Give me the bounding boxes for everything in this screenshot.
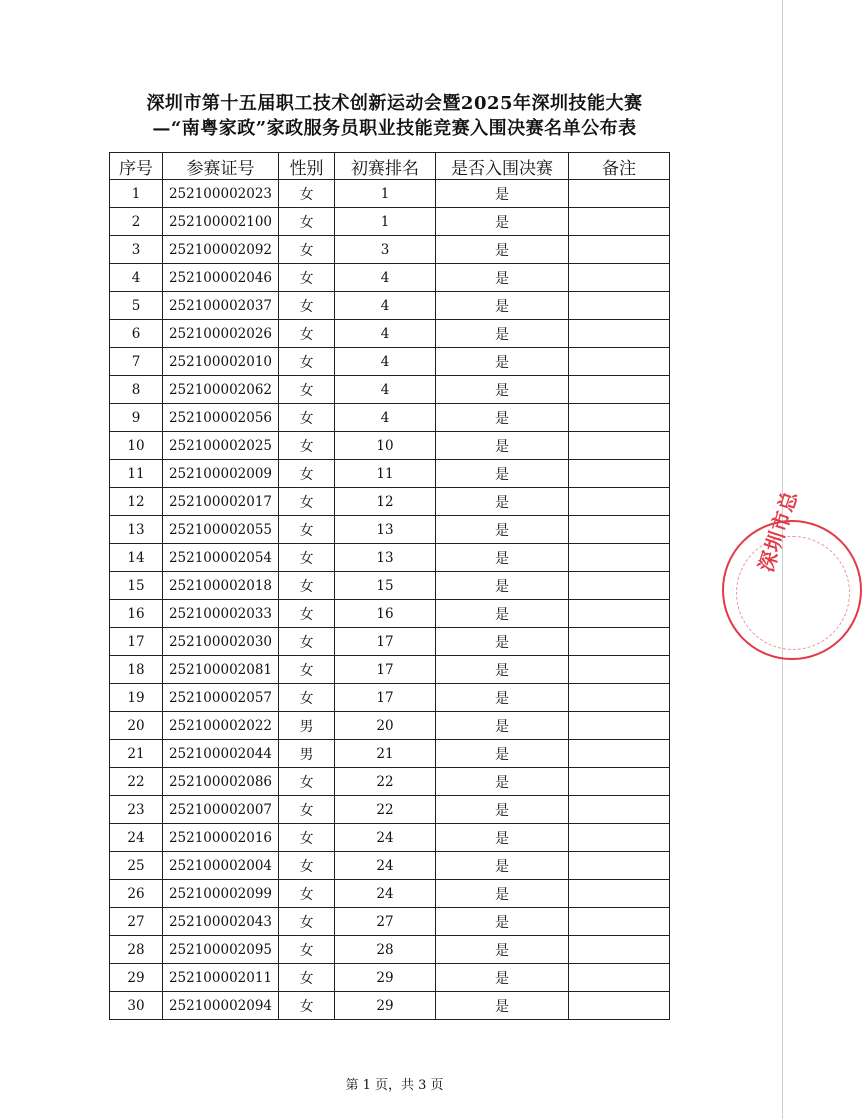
cell-no: 14	[110, 544, 163, 572]
cell-no: 7	[110, 348, 163, 376]
cell-rank: 11	[335, 460, 436, 488]
cell-note	[569, 236, 670, 264]
cell-final: 是	[436, 488, 569, 516]
cell-no: 28	[110, 936, 163, 964]
cell-id: 252100002004	[163, 852, 279, 880]
cell-final: 是	[436, 180, 569, 208]
cell-note	[569, 348, 670, 376]
cell-id: 252100002099	[163, 880, 279, 908]
cell-rank: 13	[335, 544, 436, 572]
table-row	[110, 516, 670, 544]
cell-final: 是	[436, 768, 569, 796]
cell-no: 30	[110, 992, 163, 1020]
cell-note	[569, 460, 670, 488]
cell-rank: 4	[335, 376, 436, 404]
table-row	[110, 292, 670, 320]
cell-id: 252100002062	[163, 376, 279, 404]
cell-note	[569, 376, 670, 404]
cell-no: 25	[110, 852, 163, 880]
header-no: 序号	[110, 153, 163, 180]
table-row	[110, 376, 670, 404]
cell-rank: 17	[335, 656, 436, 684]
cell-note	[569, 908, 670, 936]
cell-rank: 12	[335, 488, 436, 516]
cell-gender: 男	[279, 712, 335, 740]
cell-gender: 女	[279, 292, 335, 320]
cell-gender: 女	[279, 936, 335, 964]
cell-gender: 女	[279, 908, 335, 936]
cell-rank: 4	[335, 320, 436, 348]
cell-note	[569, 208, 670, 236]
cell-gender: 女	[279, 460, 335, 488]
cell-final: 是	[436, 852, 569, 880]
table-row	[110, 628, 670, 656]
cell-final: 是	[436, 516, 569, 544]
cell-id: 252100002022	[163, 712, 279, 740]
cell-note	[569, 768, 670, 796]
cell-note	[569, 852, 670, 880]
cell-note	[569, 712, 670, 740]
table-header-row	[110, 153, 670, 180]
table-row	[110, 684, 670, 712]
cell-no: 10	[110, 432, 163, 460]
cell-id: 252100002081	[163, 656, 279, 684]
cell-rank: 28	[335, 936, 436, 964]
cell-no: 23	[110, 796, 163, 824]
cell-id: 252100002046	[163, 264, 279, 292]
header-id: 参赛证号	[163, 153, 279, 180]
cell-id: 252100002023	[163, 180, 279, 208]
cell-final: 是	[436, 712, 569, 740]
table-row	[110, 908, 670, 936]
cell-gender: 女	[279, 264, 335, 292]
cell-no: 2	[110, 208, 163, 236]
cell-final: 是	[436, 880, 569, 908]
cell-rank: 1	[335, 208, 436, 236]
title-line-2: —“南粤家政”家政服务员职业技能竞赛入围决赛名单公布表	[152, 118, 637, 139]
table-row	[110, 460, 670, 488]
table-row	[110, 600, 670, 628]
cell-rank: 17	[335, 684, 436, 712]
table-row	[110, 740, 670, 768]
cell-rank: 4	[335, 264, 436, 292]
header-rank: 初赛排名	[335, 153, 436, 180]
cell-gender: 女	[279, 180, 335, 208]
cell-note	[569, 432, 670, 460]
cell-rank: 4	[335, 292, 436, 320]
cell-rank: 20	[335, 712, 436, 740]
table-row	[110, 236, 670, 264]
cell-no: 6	[110, 320, 163, 348]
cell-no: 22	[110, 768, 163, 796]
cell-no: 17	[110, 628, 163, 656]
cell-gender: 女	[279, 600, 335, 628]
cell-id: 252100002018	[163, 572, 279, 600]
cell-id: 252100002025	[163, 432, 279, 460]
cell-note	[569, 684, 670, 712]
cell-id: 252100002044	[163, 740, 279, 768]
cell-id: 252100002056	[163, 404, 279, 432]
cell-final: 是	[436, 628, 569, 656]
cell-final: 是	[436, 320, 569, 348]
cell-gender: 女	[279, 684, 335, 712]
cell-no: 15	[110, 572, 163, 600]
cell-no: 18	[110, 656, 163, 684]
cell-no: 13	[110, 516, 163, 544]
cell-gender: 女	[279, 628, 335, 656]
cell-no: 20	[110, 712, 163, 740]
cell-gender: 女	[279, 544, 335, 572]
cell-rank: 29	[335, 992, 436, 1020]
table-row	[110, 544, 670, 572]
table-row	[110, 208, 670, 236]
cell-note	[569, 292, 670, 320]
header-note: 备注	[569, 153, 670, 180]
table-row	[110, 964, 670, 992]
cell-no: 5	[110, 292, 163, 320]
cell-rank: 27	[335, 908, 436, 936]
cell-no: 16	[110, 600, 163, 628]
cell-gender: 女	[279, 236, 335, 264]
cell-note	[569, 964, 670, 992]
cell-gender: 女	[279, 964, 335, 992]
cell-gender: 女	[279, 880, 335, 908]
cell-gender: 女	[279, 824, 335, 852]
cell-rank: 21	[335, 740, 436, 768]
cell-id: 252100002030	[163, 628, 279, 656]
cell-gender: 女	[279, 768, 335, 796]
cell-no: 3	[110, 236, 163, 264]
cell-gender: 女	[279, 852, 335, 880]
cell-final: 是	[436, 432, 569, 460]
cell-gender: 女	[279, 572, 335, 600]
cell-final: 是	[436, 292, 569, 320]
cell-id: 252100002011	[163, 964, 279, 992]
cell-note	[569, 628, 670, 656]
table-row	[110, 992, 670, 1020]
table-row	[110, 320, 670, 348]
cell-note	[569, 992, 670, 1020]
table-row	[110, 264, 670, 292]
cell-id: 252100002095	[163, 936, 279, 964]
cell-id: 252100002010	[163, 348, 279, 376]
cell-id: 252100002043	[163, 908, 279, 936]
cell-final: 是	[436, 992, 569, 1020]
cell-no: 12	[110, 488, 163, 516]
cell-gender: 女	[279, 488, 335, 516]
cell-id: 252100002009	[163, 460, 279, 488]
table-row	[110, 572, 670, 600]
cell-note	[569, 880, 670, 908]
cell-no: 27	[110, 908, 163, 936]
cell-id: 252100002100	[163, 208, 279, 236]
cell-final: 是	[436, 964, 569, 992]
table-row	[110, 180, 670, 208]
table-row	[110, 768, 670, 796]
cell-rank: 10	[335, 432, 436, 460]
page-footer: 第 1 页，共 3 页	[345, 1078, 444, 1093]
cell-no: 26	[110, 880, 163, 908]
cell-id: 252100002037	[163, 292, 279, 320]
cell-final: 是	[436, 208, 569, 236]
cell-final: 是	[436, 236, 569, 264]
table-row	[110, 348, 670, 376]
cell-id: 252100002094	[163, 992, 279, 1020]
cell-note	[569, 600, 670, 628]
cell-no: 29	[110, 964, 163, 992]
cell-gender: 男	[279, 740, 335, 768]
cell-final: 是	[436, 656, 569, 684]
cell-gender: 女	[279, 376, 335, 404]
cell-id: 252100002092	[163, 236, 279, 264]
cell-final: 是	[436, 908, 569, 936]
cell-no: 21	[110, 740, 163, 768]
cell-note	[569, 404, 670, 432]
cell-gender: 女	[279, 208, 335, 236]
cell-gender: 女	[279, 656, 335, 684]
cell-id: 252100002026	[163, 320, 279, 348]
table-row	[110, 796, 670, 824]
cell-rank: 4	[335, 348, 436, 376]
cell-note	[569, 824, 670, 852]
cell-id: 252100002055	[163, 516, 279, 544]
cell-final: 是	[436, 600, 569, 628]
cell-rank: 22	[335, 768, 436, 796]
table-body	[110, 180, 670, 1020]
cell-note	[569, 572, 670, 600]
cell-note	[569, 936, 670, 964]
cell-rank: 1	[335, 180, 436, 208]
cell-gender: 女	[279, 516, 335, 544]
cell-gender: 女	[279, 320, 335, 348]
cell-note	[569, 740, 670, 768]
cell-final: 是	[436, 572, 569, 600]
cell-final: 是	[436, 460, 569, 488]
cell-rank: 29	[335, 964, 436, 992]
cell-rank: 24	[335, 852, 436, 880]
cell-rank: 24	[335, 824, 436, 852]
cell-gender: 女	[279, 348, 335, 376]
cell-note	[569, 180, 670, 208]
seal-text: 深圳市总	[753, 487, 803, 575]
cell-id: 252100002086	[163, 768, 279, 796]
table-row	[110, 432, 670, 460]
cell-final: 是	[436, 740, 569, 768]
cell-id: 252100002017	[163, 488, 279, 516]
cell-gender: 女	[279, 404, 335, 432]
cell-no: 9	[110, 404, 163, 432]
cell-no: 4	[110, 264, 163, 292]
table-row	[110, 936, 670, 964]
cell-note	[569, 516, 670, 544]
cell-note	[569, 488, 670, 516]
cell-no: 19	[110, 684, 163, 712]
cell-final: 是	[436, 796, 569, 824]
cell-gender: 女	[279, 796, 335, 824]
cell-no: 1	[110, 180, 163, 208]
cell-note	[569, 796, 670, 824]
cell-rank: 3	[335, 236, 436, 264]
cell-id: 252100002033	[163, 600, 279, 628]
cell-no: 11	[110, 460, 163, 488]
cell-gender: 女	[279, 992, 335, 1020]
finalist-table	[109, 152, 670, 1020]
cell-id: 252100002054	[163, 544, 279, 572]
title-line-1: 深圳市第十五届职工技术创新运动会暨2025年深圳技能大赛	[146, 93, 643, 114]
header-gender: 性别	[279, 153, 335, 180]
cell-final: 是	[436, 376, 569, 404]
cell-rank: 15	[335, 572, 436, 600]
table-row	[110, 824, 670, 852]
table-row	[110, 488, 670, 516]
cell-no: 24	[110, 824, 163, 852]
cell-no: 8	[110, 376, 163, 404]
cell-note	[569, 656, 670, 684]
table-row	[110, 880, 670, 908]
cell-rank: 16	[335, 600, 436, 628]
cell-rank: 4	[335, 404, 436, 432]
cell-note	[569, 544, 670, 572]
cell-id: 252100002057	[163, 684, 279, 712]
table-row	[110, 404, 670, 432]
cell-rank: 13	[335, 516, 436, 544]
cell-final: 是	[436, 544, 569, 572]
table-row	[110, 656, 670, 684]
cell-final: 是	[436, 824, 569, 852]
table-row	[110, 852, 670, 880]
cell-rank: 22	[335, 796, 436, 824]
cell-final: 是	[436, 936, 569, 964]
cell-note	[569, 320, 670, 348]
table-row	[110, 712, 670, 740]
cell-final: 是	[436, 684, 569, 712]
cell-gender: 女	[279, 432, 335, 460]
cell-rank: 17	[335, 628, 436, 656]
cell-note	[569, 264, 670, 292]
cell-id: 252100002007	[163, 796, 279, 824]
cell-final: 是	[436, 348, 569, 376]
header-final: 是否入围决赛	[436, 153, 569, 180]
cell-rank: 24	[335, 880, 436, 908]
cell-id: 252100002016	[163, 824, 279, 852]
cell-final: 是	[436, 404, 569, 432]
cell-final: 是	[436, 264, 569, 292]
